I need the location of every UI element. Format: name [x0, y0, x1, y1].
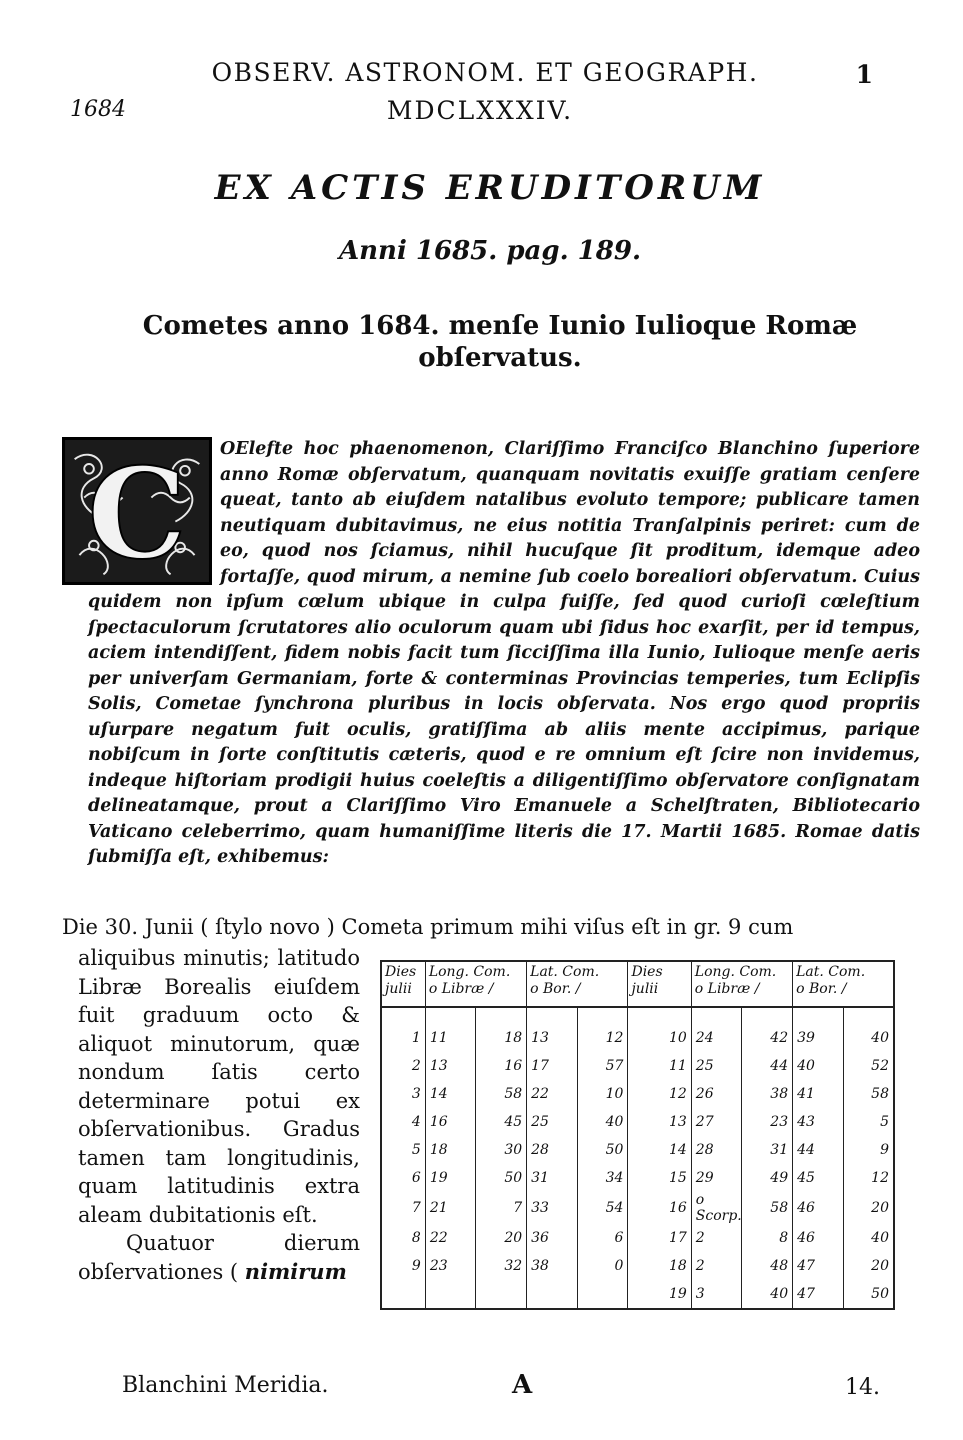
cell-lat-min: 52	[843, 1052, 894, 1080]
cell-lat-deg: 22	[527, 1080, 578, 1108]
cell-long-min: 42	[742, 1007, 793, 1052]
cell-long-deg: 27	[691, 1108, 742, 1136]
cell-day: 6	[381, 1164, 425, 1192]
cell-long-min: 45	[476, 1108, 527, 1136]
cell-lat-min: 40	[843, 1007, 894, 1052]
cell-lat-min: 10	[577, 1080, 628, 1108]
cell-lat-deg	[527, 1280, 578, 1309]
table-row	[381, 1164, 894, 1192]
cell-long-min: 8	[742, 1224, 793, 1252]
cell-lat-min: 58	[843, 1080, 894, 1108]
running-head: OBSERV. ASTRONOM. ET GEOGRAPH.	[211, 58, 759, 87]
cell-lat-deg: 46	[793, 1224, 844, 1252]
cell-long-deg: 2	[691, 1224, 742, 1252]
cell-lat-deg: 43	[793, 1108, 844, 1136]
cell-day: 3	[381, 1080, 425, 1108]
year-margin-note: 1684	[70, 97, 126, 122]
table-row	[381, 1192, 894, 1224]
footer-number: 14.	[845, 1375, 880, 1400]
cell-lat-min	[577, 1280, 628, 1309]
signature-mark: A	[512, 1370, 533, 1400]
cell-long-deg: 16	[425, 1108, 476, 1136]
cell-long-deg: 22	[425, 1224, 476, 1252]
cell-lat-deg: 25	[527, 1108, 578, 1136]
cell-day	[381, 1280, 425, 1309]
cell-day: 11	[628, 1052, 691, 1080]
cell-long-deg: 29	[691, 1164, 742, 1192]
cell-lat-min: 0	[577, 1252, 628, 1280]
table-row	[381, 1080, 894, 1108]
cell-lat-min: 57	[577, 1052, 628, 1080]
cell-lat-deg: 17	[527, 1052, 578, 1080]
body-paragraph-2-text: Quatuor dierum obſervationes (	[78, 1231, 360, 1284]
cell-long-deg: 18	[425, 1136, 476, 1164]
table-row	[381, 1052, 894, 1080]
cell-long-min: 32	[476, 1252, 527, 1280]
drop-cap-initial	[62, 437, 212, 585]
cell-lat-deg: 39	[793, 1007, 844, 1052]
cell-long-min: 30	[476, 1136, 527, 1164]
source-reference: Anni 1685. pag. 189.	[338, 236, 641, 266]
cell-long-deg: 3	[691, 1280, 742, 1309]
cell-lat-min: 50	[843, 1280, 894, 1309]
cell-long-min: 31	[742, 1136, 793, 1164]
cell-day: 19	[628, 1280, 691, 1309]
cell-day: 5	[381, 1136, 425, 1164]
cell-long-min: 58	[742, 1192, 793, 1224]
ornament-icon	[65, 440, 209, 582]
page-number: 1	[855, 60, 873, 89]
cell-long-deg: 19	[425, 1164, 476, 1192]
cell-lat-min: 12	[577, 1007, 628, 1052]
header-longitude-2: Long. Com. o Libræ /	[691, 961, 792, 1007]
cell-long-min: 40	[742, 1280, 793, 1309]
table-row	[381, 1252, 894, 1280]
cell-long-min: 49	[742, 1164, 793, 1192]
header-latitude-2: Lat. Com. o Bor. /	[793, 961, 894, 1007]
cell-long-min: 20	[476, 1224, 527, 1252]
cell-long-min: 58	[476, 1080, 527, 1108]
cell-long-deg: 13	[425, 1052, 476, 1080]
cell-long-deg: 2	[691, 1252, 742, 1280]
cell-lat-deg: 45	[793, 1164, 844, 1192]
cell-lat-min: 34	[577, 1164, 628, 1192]
intro-paragraph	[88, 437, 920, 871]
cell-day: 4	[381, 1108, 425, 1136]
cell-lat-min: 20	[843, 1252, 894, 1280]
cell-long-deg: 23	[425, 1252, 476, 1280]
body-paragraph-2	[78, 1229, 360, 1286]
article-title: Cometes anno 1684. menſe Iunio Iulioque Romæ obſervatus.	[142, 311, 858, 373]
cell-lat-deg: 47	[793, 1280, 844, 1309]
table-row	[381, 1280, 894, 1309]
cell-long-deg: 26	[691, 1080, 742, 1108]
cell-long-min: 50	[476, 1164, 527, 1192]
cell-long-deg	[425, 1280, 476, 1309]
cell-long-min: 44	[742, 1052, 793, 1080]
cell-day: 1	[381, 1007, 425, 1052]
table-body	[381, 1007, 894, 1309]
source-title: EX ACTIS ERUDITORUM	[214, 168, 766, 208]
cell-lat-min: 9	[843, 1136, 894, 1164]
cell-lat-min: 20	[843, 1192, 894, 1224]
catchword: Blanchini Meridia.	[122, 1373, 329, 1398]
cell-long-deg: 11	[425, 1007, 476, 1052]
table-row	[381, 1224, 894, 1252]
cell-day: 9	[381, 1252, 425, 1280]
cell-day: 18	[628, 1252, 691, 1280]
header-longitude: Long. Com. o Libræ /	[425, 961, 526, 1007]
cell-long-deg: 25	[691, 1052, 742, 1080]
cell-lat-min: 54	[577, 1192, 628, 1224]
cell-long-min: 18	[476, 1007, 527, 1052]
cell-lat-deg: 40	[793, 1052, 844, 1080]
cell-day: 15	[628, 1164, 691, 1192]
cell-lat-deg: 33	[527, 1192, 578, 1224]
cell-lat-deg: 41	[793, 1080, 844, 1108]
cell-lat-deg: 44	[793, 1136, 844, 1164]
table-row	[381, 1136, 894, 1164]
cell-lat-deg: 36	[527, 1224, 578, 1252]
cell-long-min: 7	[476, 1192, 527, 1224]
cell-long-deg: 28	[691, 1136, 742, 1164]
body-paragraph-1: aliquibus minutis; latitudo Libræ Borealis eiuſdem fuit graduum octo & aliquot minutorum, quæ nondum ſatis certo determinare potui ex obſervationibus. Gradus tamen tam longitudinis, quam latitudinis extra aleam dubitationis eſt.	[78, 946, 360, 1227]
header-dies-2: Dies julii	[628, 961, 691, 1007]
cell-lat-min: 50	[577, 1136, 628, 1164]
cell-lat-min: 12	[843, 1164, 894, 1192]
table-row	[381, 1007, 894, 1052]
cell-day: 7	[381, 1192, 425, 1224]
cell-day: 8	[381, 1224, 425, 1252]
cell-day: 12	[628, 1080, 691, 1108]
cell-long-deg: 14	[425, 1080, 476, 1108]
cell-lat-min: 40	[577, 1108, 628, 1136]
cell-long-min: 16	[476, 1052, 527, 1080]
cell-lat-deg: 46	[793, 1192, 844, 1224]
drop-cap-letter: C	[87, 441, 187, 582]
cell-lat-deg: 31	[527, 1164, 578, 1192]
cell-long-deg: 24	[691, 1007, 742, 1052]
cell-lat-min: 5	[843, 1108, 894, 1136]
cell-long-deg: o Scorp.	[691, 1192, 742, 1224]
year-roman: MDCLXXXIV.	[386, 96, 574, 125]
observation-table	[380, 960, 895, 1310]
cell-long-min: 23	[742, 1108, 793, 1136]
body-paragraph-2-italic: nimirum	[244, 1258, 347, 1284]
cell-lat-deg: 13	[527, 1007, 578, 1052]
cell-long-min	[476, 1280, 527, 1309]
cell-day: 2	[381, 1052, 425, 1080]
table-header-row	[381, 961, 894, 1007]
cell-lat-min: 40	[843, 1224, 894, 1252]
cell-long-min: 48	[742, 1252, 793, 1280]
cell-day: 10	[628, 1007, 691, 1052]
intro-text: OElefte hoc phaenomenon, Clariſſimo Franciſco Blanchino ſuperiore anno Romæ obſervatum, quanquam novitatis exuiſſe gratiam cenſere queat, tanto ab eiuſdem natalibus evoluto tempore; publicare tamen neutiquam dubitavimus, ne eius notitia Tranſalpinis periret: cum de eo, quod nos ſciamus, nihil hucuſque ſit proditum, idemque adeo fortaſſe, quod mirum, a nemine ſub coelo borealiori obſervatum. Cuius quidem non ipſum cœlum ubique in culpa fuiſſe, ſed quod curioſi cœleſtium ſpectaculorum ſcrutatores alio oculorum quam ubi ſidus hoc exarſit, per id tempus, aciem intendiſſent, fidem nobis facit tum ſicciſſima illa Iunio, Iulioque menſe aeris per univerſam Germaniam, forte & conterminas Provincias temperies, tum Eclipſis Solis, Cometae ſynchrona pluribus in locis obſervata. Nos ergo quod propriis uſurpare negatum fuit oculis, gratiſſima ab aliis mente accipimus, parique nobiſcum in ſorte conſtitutis cæteris, quod e re omnium eſt ſcire non invidemus, indeque hiſtoriam prodigii huius coeleſtis a diligentiſſimo obſervatore conſignatam delineatamque, prout a Clariſſimo Viro Emanuele a Schelſtraten, Bibliotecario Vaticano celeberrimo, quam humaniſſime literis die 17. Martii 1685. Romae datis ſubmiſſa eſt, exhibemus:	[88, 439, 920, 867]
body-first-line: Die 30. Junii ( ſtylo novo ) Cometa primum mihi viſus eſt in gr. 9 cum	[62, 915, 794, 939]
cell-lat-deg: 47	[793, 1252, 844, 1280]
cell-lat-min: 6	[577, 1224, 628, 1252]
cell-day: 16	[628, 1192, 691, 1224]
body-left-column	[78, 944, 360, 1286]
cell-day: 17	[628, 1224, 691, 1252]
cell-long-min: 38	[742, 1080, 793, 1108]
cell-lat-deg: 28	[527, 1136, 578, 1164]
cell-day: 14	[628, 1136, 691, 1164]
cell-lat-deg: 38	[527, 1252, 578, 1280]
cell-long-deg: 21	[425, 1192, 476, 1224]
header-dies: Dies julii	[381, 961, 425, 1007]
header-latitude: Lat. Com. o Bor. /	[527, 961, 628, 1007]
cell-day: 13	[628, 1108, 691, 1136]
table-row	[381, 1108, 894, 1136]
